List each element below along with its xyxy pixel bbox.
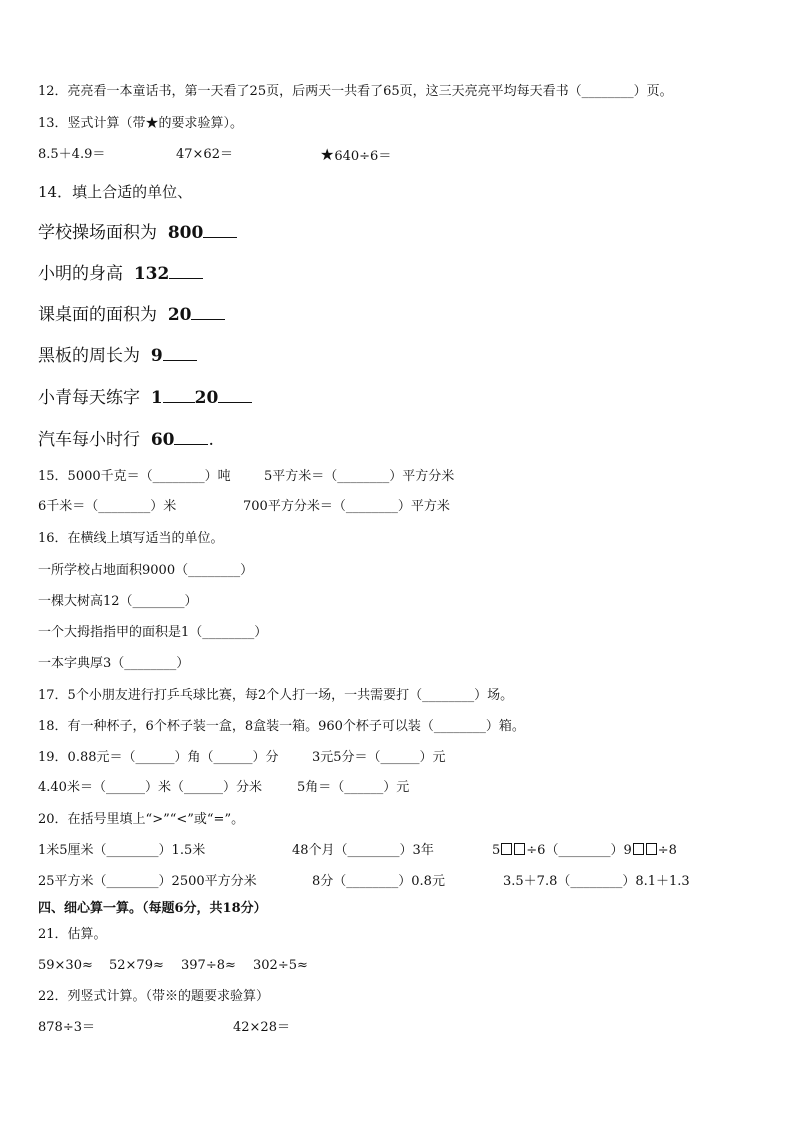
question-14-title: 14．填上合适的单位、: [38, 183, 193, 201]
q14-item-5: 小青每天练字 1 20: [38, 386, 252, 410]
problem-13a: 8.5＋4.9＝: [38, 147, 106, 162]
question-21-title: 21．估算。: [38, 927, 107, 942]
question-19-row-2: 4.40米＝（______）米（______）分米 5角＝（______）元: [38, 780, 410, 795]
q16-item-4: 一本字典厚3（________）: [38, 656, 190, 671]
question-20-title: 20．在括号里填上“>”“<”或“=”。: [38, 812, 245, 827]
digit-box[interactable]: [501, 843, 512, 855]
question-19-row-1: 19．0.88元＝（______）角（______）分 3元5分＝（______）元: [38, 750, 446, 765]
question-15-row-2: 6千米＝（________）米 700平方分米＝（________）平方米: [38, 499, 450, 514]
question-17: 17．5个小朋友进行打乒乓球比赛，每2个人打一场，一共需要打（________）场。: [38, 688, 514, 703]
answer-blank[interactable]: [218, 390, 252, 403]
question-22-title: 22．列竖式计算。（带※的题要求验算）: [38, 989, 270, 1004]
star-icon: ★: [320, 145, 335, 164]
answer-blank[interactable]: [169, 266, 203, 279]
digit-box[interactable]: [633, 843, 644, 855]
question-15-row-1: 15．5000千克＝（________）吨 5平方米＝（________）平方分米: [38, 469, 455, 484]
q14-item-1: 学校操场面积为 800: [38, 221, 237, 245]
q14-item-3: 课桌面的面积为 20: [38, 303, 225, 327]
problem-13b: 47×62＝: [176, 147, 233, 162]
question-20-row-1: 1米5厘米（________）1.5米 48个月（________）3年 5 ÷6（________）9 ÷8: [38, 843, 677, 858]
digit-box[interactable]: [514, 843, 525, 855]
problem-13c: 640÷6＝: [334, 149, 392, 164]
q14-item-4: 黑板的周长为 9: [38, 344, 197, 368]
q14-item-6: 汽车每小时行 60 .: [38, 430, 214, 450]
answer-blank[interactable]: [203, 225, 237, 238]
q14-item-2: 小明的身高 132: [38, 262, 203, 286]
answer-blank[interactable]: [191, 307, 225, 320]
q16-item-1: 一所学校占地面积9000（________）: [38, 563, 254, 578]
answer-blank[interactable]: [174, 432, 208, 445]
q16-item-3: 一个大拇指指甲的面积是1（________）: [38, 625, 268, 640]
q16-item-2: 一棵大树高12（________）: [38, 594, 198, 609]
question-21-problems: 59×30≈ 52×79≈ 397÷8≈ 302÷5≈: [38, 958, 308, 973]
question-22-problems: 878÷3＝ 42×28＝: [38, 1020, 290, 1035]
question-18: 18．有一种杯子，6个杯子装一盒，8盒装一箱。960个杯子可以装（________）箱。: [38, 719, 525, 734]
question-20-row-2: 25平方米（________）2500平方分米 8分（________）0.8元 3.5＋7.8（________）8.1＋1.3: [38, 874, 690, 889]
question-13-title: 13．竖式计算（带★的要求验算）。: [38, 116, 244, 131]
question-12: 12．亮亮看一本童话书，第一天看了25页，后两天一共看了65页，这三天亮亮平均每天看书（________）页。: [38, 84, 673, 99]
section-4-title: 四、细心算一算。（每题6分，共18分）: [38, 901, 267, 916]
digit-box[interactable]: [646, 843, 657, 855]
answer-blank[interactable]: [163, 348, 197, 361]
answer-blank[interactable]: [163, 390, 195, 403]
question-13-problems: [38, 146, 778, 164]
question-16-title: 16．在横线上填写适当的单位。: [38, 531, 224, 546]
